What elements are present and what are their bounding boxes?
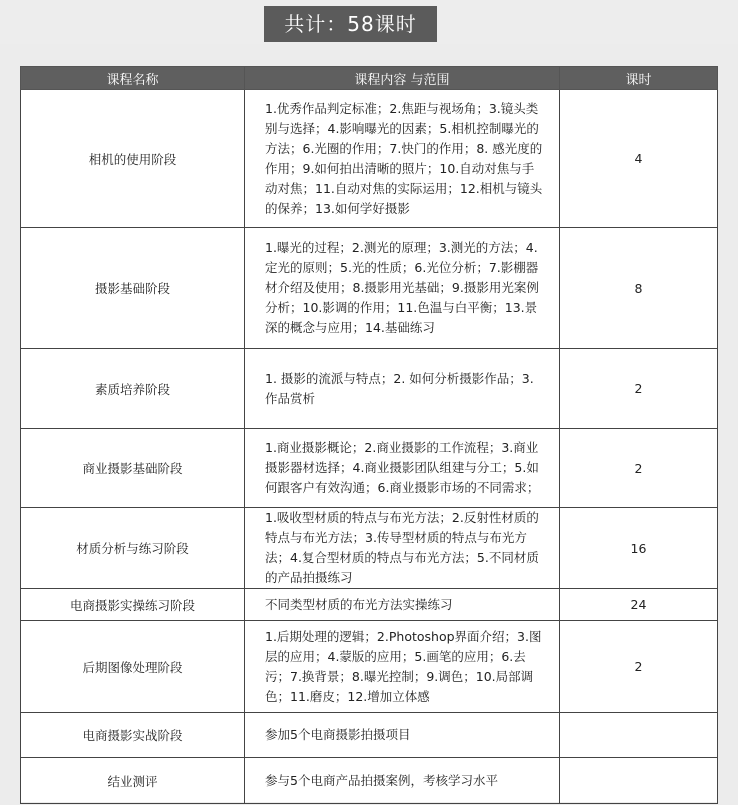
course-content: 不同类型材质的布光方法实操练习 [245, 589, 560, 621]
header-hours: 课时 [560, 67, 718, 90]
course-hours: 2 [560, 621, 718, 713]
course-content: 1.优秀作品判定标准；2.焦距与视场角；3.镜头类别与选择；4.影响曝光的因素；5.相机控制曝光的方法；6.光圈的作用；7.快门的作用；8. 感光度的作用；9.如何拍出清晰的照片；10.自动对焦与手动对焦；11.自动对焦的实际运用；12.相机与镜头的保养；13.如何学好摄影 [245, 90, 560, 228]
table-row [21, 349, 718, 429]
course-content: 1.曝光的过程；2.测光的原理；3.测光的方法；4.定光的原则；5.光的性质；6.光位分析；7.影棚器材介绍及使用；8.摄影用光基础；9.摄影用光案例分析；10.影调的作用；11.色温与白平衡；13.景深的概念与应用；14.基础练习 [245, 228, 560, 349]
course-table [20, 66, 718, 804]
course-hours: 24 [560, 589, 718, 621]
course-name: 电商摄影实操练习阶段 [21, 589, 245, 621]
course-name: 摄影基础阶段 [21, 228, 245, 349]
course-hours: 4 [560, 90, 718, 228]
course-name: 材质分析与练习阶段 [21, 508, 245, 589]
course-content: 参加5个电商摄影拍摄项目 [245, 713, 560, 758]
course-name: 结业测评 [21, 758, 245, 804]
total-hours-badge: 共计：58课时 [264, 6, 437, 42]
course-hours: 2 [560, 429, 718, 508]
course-hours [560, 713, 718, 758]
course-content: 参与5个电商产品拍摄案例，考核学习水平 [245, 758, 560, 804]
course-name: 商业摄影基础阶段 [21, 429, 245, 508]
table-row [21, 589, 718, 621]
table-row [21, 228, 718, 349]
header-strip [0, 0, 738, 44]
table-row [21, 758, 718, 804]
course-hours: 8 [560, 228, 718, 349]
course-hours: 2 [560, 349, 718, 429]
course-hours [560, 758, 718, 804]
table-row [21, 429, 718, 508]
course-hours: 16 [560, 508, 718, 589]
table-row [21, 508, 718, 589]
course-content: 1.后期处理的逻辑；2.Photoshop界面介绍；3.图层的应用；4.蒙版的应用；5.画笔的应用；6.去污；7.换背景；8.曝光控制；9.调色；10.局部调色；11.磨皮；12.增加立体感 [245, 621, 560, 713]
course-content: 1.商业摄影概论；2.商业摄影的工作流程；3.商业摄影器材选择；4.商业摄影团队组建与分工；5.如何跟客户有效沟通；6.商业摄影市场的不同需求； [245, 429, 560, 508]
header-course-content: 课程内容 与范围 [245, 67, 560, 90]
course-name: 相机的使用阶段 [21, 90, 245, 228]
course-name: 电商摄影实战阶段 [21, 713, 245, 758]
course-table-container [20, 66, 717, 802]
table-row [21, 621, 718, 713]
course-content: 1.吸收型材质的特点与布光方法；2.反射性材质的特点与布光方法；3.传导型材质的特点与布光方法；4.复合型材质的特点与布光方法；5.不同材质的产品拍摄练习 [245, 508, 560, 589]
table-row [21, 90, 718, 228]
course-content: 1. 摄影的流派与特点；2. 如何分析摄影作品；3. 作品赏析 [245, 349, 560, 429]
course-name: 素质培养阶段 [21, 349, 245, 429]
header-course-name: 课程名称 [21, 67, 245, 90]
course-name: 后期图像处理阶段 [21, 621, 245, 713]
table-header-row [21, 67, 718, 90]
table-row [21, 713, 718, 758]
